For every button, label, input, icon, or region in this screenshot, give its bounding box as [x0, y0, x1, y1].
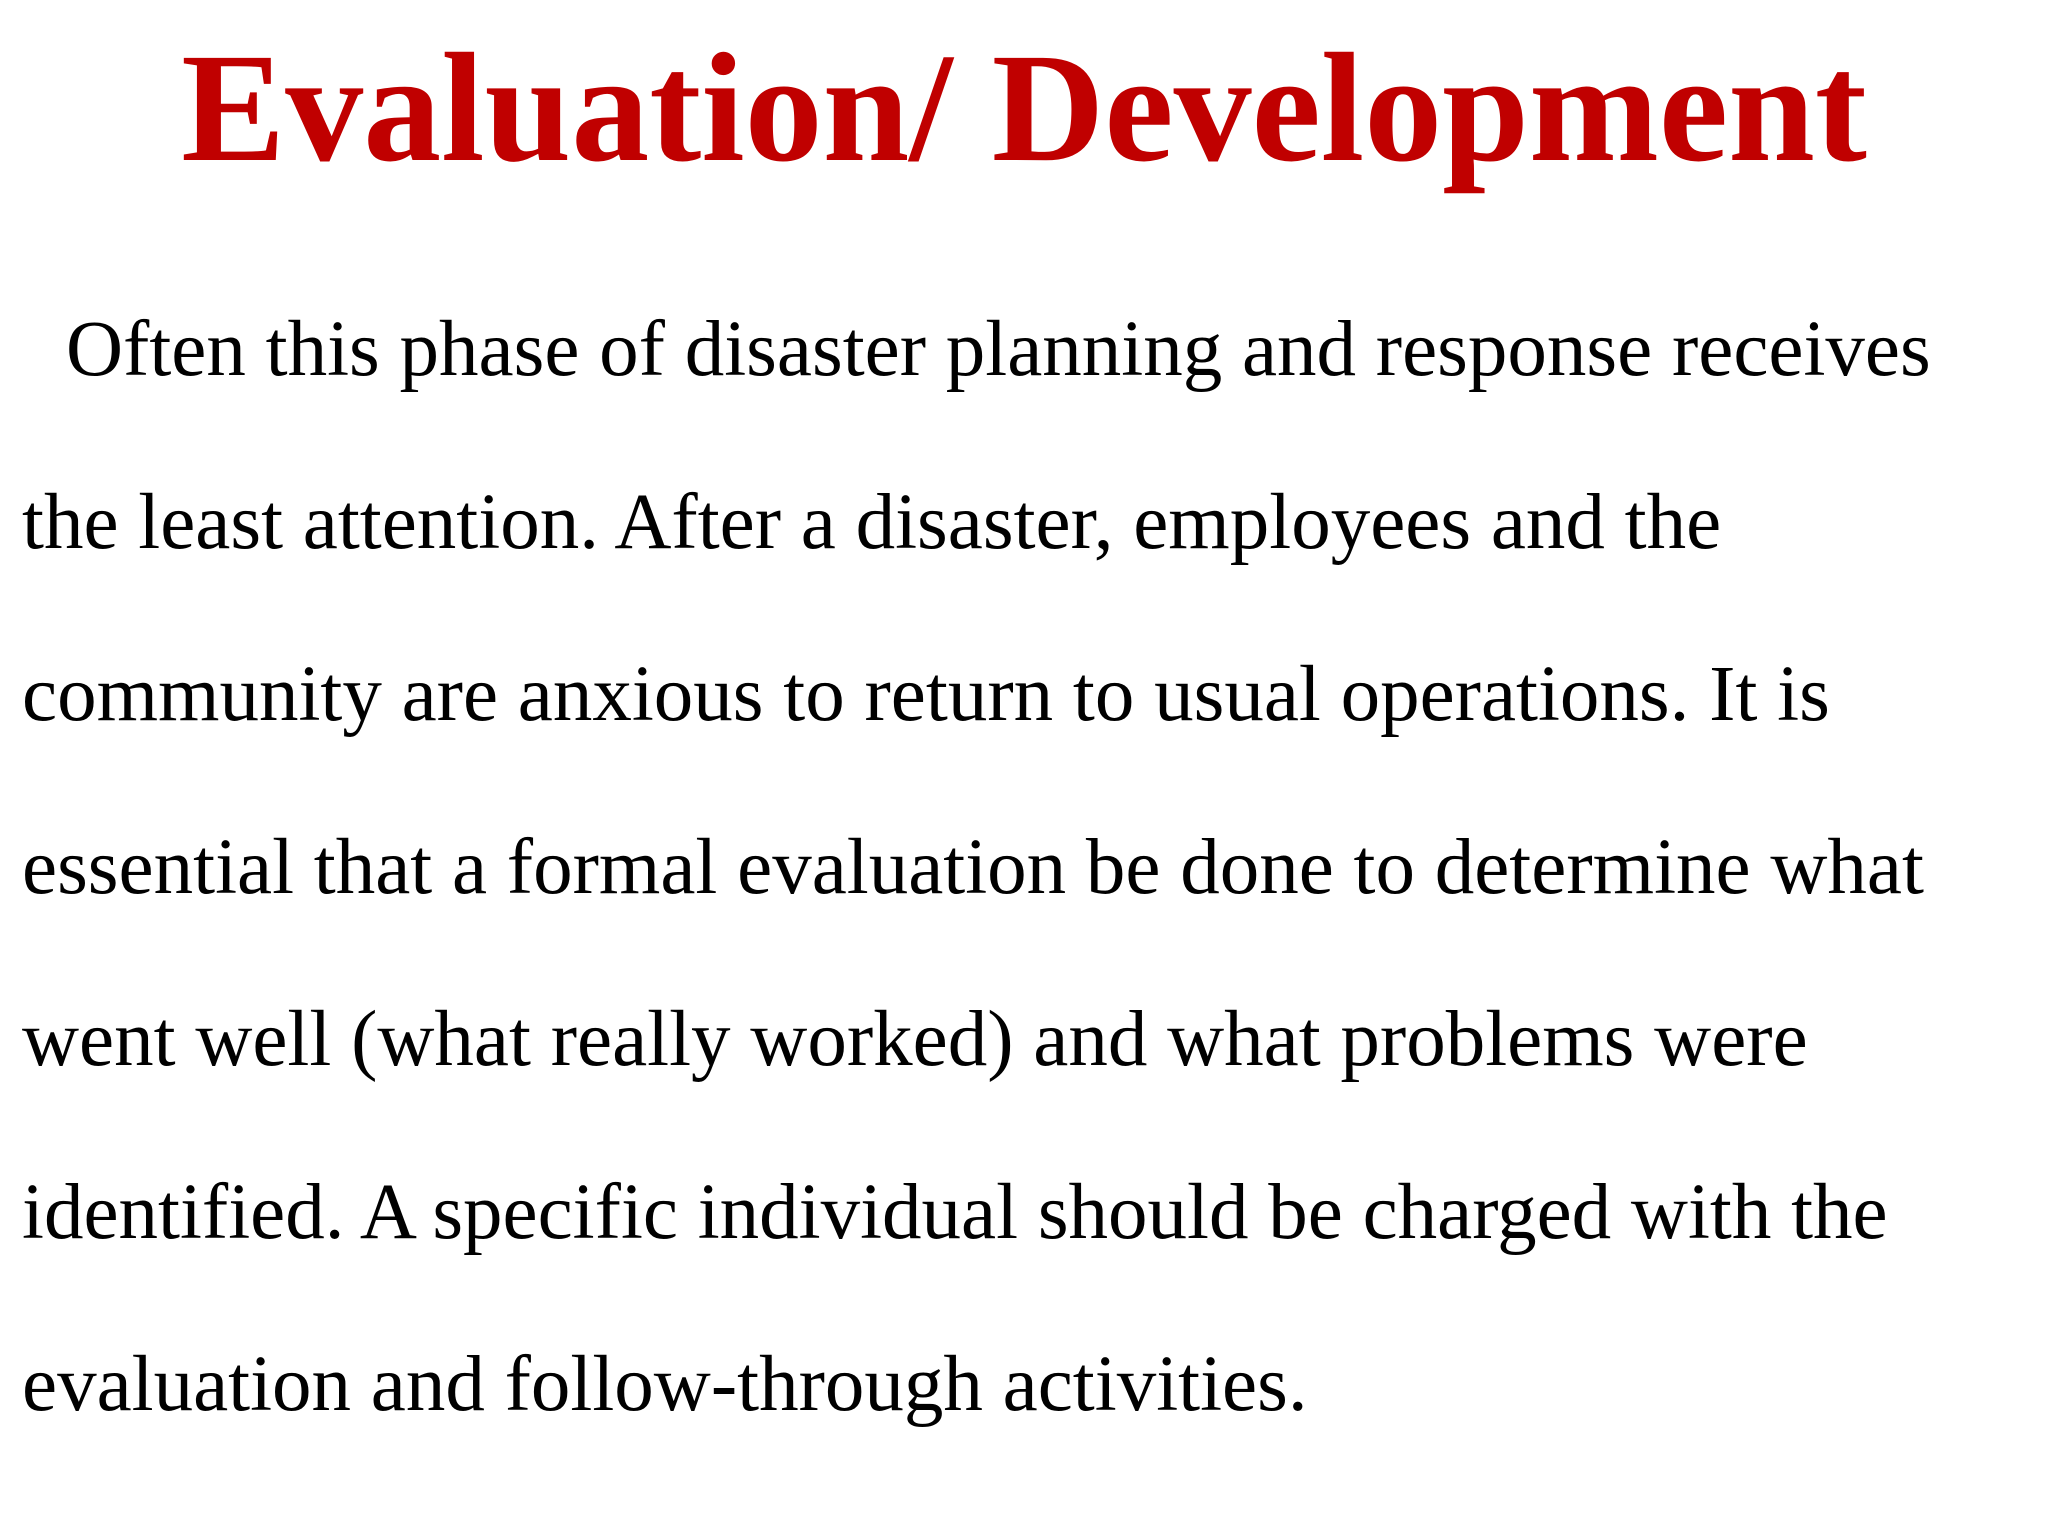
body-line: the least attention. After a disaster, employees and the — [22, 478, 1722, 566]
body-line: went well (what really worked) and what problems were — [22, 996, 1808, 1083]
body-line: identified. A specific individual should be charged with the — [22, 1168, 1888, 1256]
slide-title: Evaluation/ Development — [181, 21, 1867, 194]
body-line: evaluation and follow-through activities. — [22, 1341, 1308, 1428]
body-line: essential that a formal evaluation be done to determine what — [22, 823, 1924, 911]
body-line: Often this phase of disaster planning and response receives — [66, 306, 1931, 393]
body-paragraph — [22, 295, 2032, 1503]
body-line: community are anxious to return to usual operations. It is — [22, 651, 1830, 738]
